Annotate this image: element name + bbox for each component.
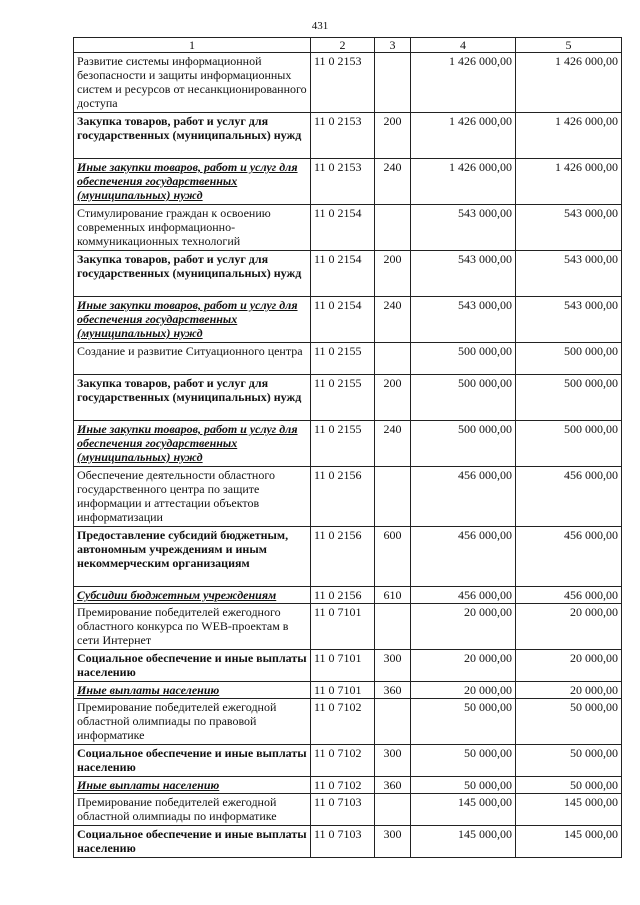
row-name-cell: Премирование победителей ежегодной областной олимпиады по информатике xyxy=(74,794,311,826)
table-row xyxy=(74,826,622,858)
row-amount-2-cell: 50 000,00 xyxy=(516,777,622,794)
table-body xyxy=(74,53,622,858)
row-type-cell xyxy=(375,205,411,251)
table-row xyxy=(74,251,622,297)
row-type-cell xyxy=(375,343,411,375)
table-row xyxy=(74,375,622,421)
row-type-cell: 300 xyxy=(375,826,411,858)
row-name-cell: Иные выплаты населению xyxy=(74,777,311,794)
row-type-cell: 240 xyxy=(375,159,411,205)
row-code-cell: 11 0 2154 xyxy=(311,297,375,343)
row-amount-2-cell: 145 000,00 xyxy=(516,826,622,858)
column-header-1: 1 xyxy=(74,38,311,53)
row-type-cell: 610 xyxy=(375,587,411,604)
row-code-cell: 11 0 2153 xyxy=(311,53,375,113)
row-amount-1-cell: 1 426 000,00 xyxy=(411,53,516,113)
table-row xyxy=(74,794,622,826)
row-amount-1-cell: 500 000,00 xyxy=(411,375,516,421)
row-type-cell: 300 xyxy=(375,650,411,682)
table-row xyxy=(74,777,622,794)
row-code-cell: 11 0 2155 xyxy=(311,375,375,421)
table-row xyxy=(74,467,622,527)
table-row xyxy=(74,527,622,587)
row-amount-1-cell: 145 000,00 xyxy=(411,794,516,826)
row-type-cell xyxy=(375,467,411,527)
row-name-cell: Социальное обеспечение и иные выплаты населению xyxy=(74,650,311,682)
row-name-cell: Иные закупки товаров, работ и услуг для обеспечения государственных (муниципальных) нужд xyxy=(74,159,311,205)
row-amount-2-cell: 543 000,00 xyxy=(516,297,622,343)
row-code-cell: 11 0 2155 xyxy=(311,343,375,375)
row-name-cell: Социальное обеспечение и иные выплаты населению xyxy=(74,826,311,858)
row-amount-1-cell: 500 000,00 xyxy=(411,343,516,375)
row-code-cell: 11 0 2154 xyxy=(311,205,375,251)
row-name-cell: Развитие системы информационной безопасности и защиты информационных систем и ресурсов от несанкционированного доступа xyxy=(74,53,311,113)
table-row xyxy=(74,159,622,205)
row-code-cell: 11 0 7103 xyxy=(311,826,375,858)
row-amount-2-cell: 543 000,00 xyxy=(516,251,622,297)
row-type-cell xyxy=(375,794,411,826)
row-amount-2-cell: 456 000,00 xyxy=(516,587,622,604)
row-amount-1-cell: 1 426 000,00 xyxy=(411,159,516,205)
row-amount-1-cell: 20 000,00 xyxy=(411,604,516,650)
row-amount-2-cell: 1 426 000,00 xyxy=(516,113,622,159)
row-code-cell: 11 0 7103 xyxy=(311,794,375,826)
row-amount-1-cell: 20 000,00 xyxy=(411,682,516,699)
row-name-cell: Предоставление субсидий бюджетным, автономным учреждениям и иным некоммерческим организациям xyxy=(74,527,311,587)
row-type-cell: 200 xyxy=(375,113,411,159)
row-amount-2-cell: 1 426 000,00 xyxy=(516,53,622,113)
row-code-cell: 11 0 2153 xyxy=(311,113,375,159)
table-row xyxy=(74,682,622,699)
row-amount-2-cell: 20 000,00 xyxy=(516,604,622,650)
column-header-4: 4 xyxy=(411,38,516,53)
row-code-cell: 11 0 2156 xyxy=(311,587,375,604)
table-row xyxy=(74,113,622,159)
row-name-cell: Иные закупки товаров, работ и услуг для обеспечения государственных (муниципальных) нужд xyxy=(74,297,311,343)
row-amount-1-cell: 500 000,00 xyxy=(411,421,516,467)
table-row xyxy=(74,53,622,113)
table-row xyxy=(74,205,622,251)
row-type-cell: 300 xyxy=(375,745,411,777)
row-type-cell: 200 xyxy=(375,375,411,421)
table-row xyxy=(74,587,622,604)
row-code-cell: 11 0 2155 xyxy=(311,421,375,467)
table-row xyxy=(74,745,622,777)
row-amount-1-cell: 145 000,00 xyxy=(411,826,516,858)
row-code-cell: 11 0 2153 xyxy=(311,159,375,205)
row-code-cell: 11 0 7101 xyxy=(311,650,375,682)
row-amount-2-cell: 543 000,00 xyxy=(516,205,622,251)
row-amount-2-cell: 145 000,00 xyxy=(516,794,622,826)
row-amount-2-cell: 20 000,00 xyxy=(516,682,622,699)
row-amount-2-cell: 1 426 000,00 xyxy=(516,159,622,205)
budget-table xyxy=(73,37,622,858)
table-row xyxy=(74,699,622,745)
row-name-cell: Иные выплаты населению xyxy=(74,682,311,699)
row-code-cell: 11 0 2154 xyxy=(311,251,375,297)
row-type-cell: 200 xyxy=(375,251,411,297)
row-amount-1-cell: 456 000,00 xyxy=(411,587,516,604)
table-row xyxy=(74,650,622,682)
row-amount-2-cell: 500 000,00 xyxy=(516,375,622,421)
row-amount-2-cell: 456 000,00 xyxy=(516,467,622,527)
row-amount-1-cell: 50 000,00 xyxy=(411,777,516,794)
row-name-cell: Стимулирование граждан к освоению современных информационно-коммуникационных технологий xyxy=(74,205,311,251)
row-name-cell: Обеспечение деятельности областного государственного центра по защите информации и аттестации объектов информатизации xyxy=(74,467,311,527)
row-name-cell: Закупка товаров, работ и услуг для государственных (муниципальных) нужд xyxy=(74,375,311,421)
row-name-cell: Закупка товаров, работ и услуг для государственных (муниципальных) нужд xyxy=(74,113,311,159)
row-type-cell xyxy=(375,699,411,745)
row-code-cell: 11 0 7101 xyxy=(311,604,375,650)
row-amount-2-cell: 50 000,00 xyxy=(516,745,622,777)
row-name-cell: Создание и развитие Ситуационного центра xyxy=(74,343,311,375)
row-name-cell: Социальное обеспечение и иные выплаты населению xyxy=(74,745,311,777)
row-amount-1-cell: 456 000,00 xyxy=(411,467,516,527)
row-amount-1-cell: 1 426 000,00 xyxy=(411,113,516,159)
row-type-cell: 360 xyxy=(375,777,411,794)
row-name-cell: Премирование победителей ежегодного областного конкурса по WEB-проектам в сети Интернет xyxy=(74,604,311,650)
row-amount-1-cell: 50 000,00 xyxy=(411,745,516,777)
row-name-cell: Субсидии бюджетным учреждениям xyxy=(74,587,311,604)
row-amount-1-cell: 543 000,00 xyxy=(411,297,516,343)
table-header-row xyxy=(74,38,622,53)
row-amount-2-cell: 50 000,00 xyxy=(516,699,622,745)
column-header-3: 3 xyxy=(375,38,411,53)
row-amount-2-cell: 456 000,00 xyxy=(516,527,622,587)
row-code-cell: 11 0 7102 xyxy=(311,745,375,777)
table-row xyxy=(74,343,622,375)
row-name-cell: Премирование победителей ежегодной областной олимпиады по правовой информатике xyxy=(74,699,311,745)
row-code-cell: 11 0 2156 xyxy=(311,527,375,587)
row-name-cell: Иные закупки товаров, работ и услуг для обеспечения государственных (муниципальных) нужд xyxy=(74,421,311,467)
row-amount-2-cell: 500 000,00 xyxy=(516,421,622,467)
row-amount-1-cell: 50 000,00 xyxy=(411,699,516,745)
row-type-cell: 240 xyxy=(375,297,411,343)
row-code-cell: 11 0 2156 xyxy=(311,467,375,527)
row-type-cell: 240 xyxy=(375,421,411,467)
table-row xyxy=(74,421,622,467)
column-header-5: 5 xyxy=(516,38,622,53)
row-amount-1-cell: 456 000,00 xyxy=(411,527,516,587)
table-row xyxy=(74,604,622,650)
row-amount-1-cell: 543 000,00 xyxy=(411,251,516,297)
row-amount-2-cell: 20 000,00 xyxy=(516,650,622,682)
row-type-cell: 360 xyxy=(375,682,411,699)
column-header-2: 2 xyxy=(311,38,375,53)
row-amount-2-cell: 500 000,00 xyxy=(516,343,622,375)
row-code-cell: 11 0 7102 xyxy=(311,699,375,745)
row-type-cell xyxy=(375,53,411,113)
row-code-cell: 11 0 7101 xyxy=(311,682,375,699)
row-name-cell: Закупка товаров, работ и услуг для государственных (муниципальных) нужд xyxy=(74,251,311,297)
row-amount-1-cell: 20 000,00 xyxy=(411,650,516,682)
row-type-cell xyxy=(375,604,411,650)
row-code-cell: 11 0 7102 xyxy=(311,777,375,794)
row-type-cell: 600 xyxy=(375,527,411,587)
table-row xyxy=(74,297,622,343)
row-amount-1-cell: 543 000,00 xyxy=(411,205,516,251)
page-number: 431 xyxy=(311,20,329,32)
